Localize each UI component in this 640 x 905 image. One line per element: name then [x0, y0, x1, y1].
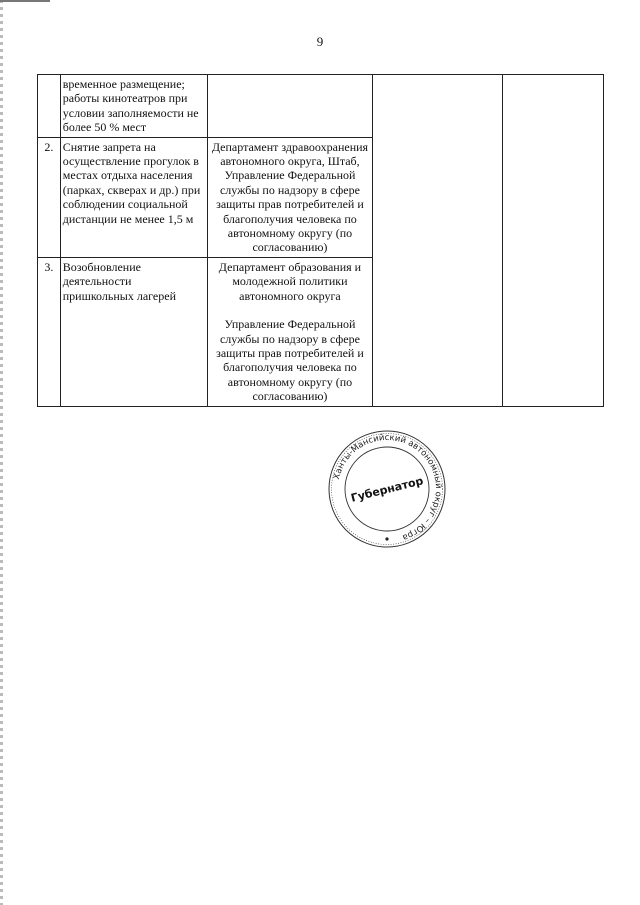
row-number: 3.: [38, 257, 61, 406]
responsible-cell: [207, 137, 373, 257]
responsible-cell: [207, 75, 373, 138]
table-row: [38, 75, 604, 138]
row-number: 2.: [38, 137, 61, 257]
seal-ring-text: Ханты-Мансийский автономный округ – Югра: [331, 432, 444, 543]
governor-seal-stamp: [318, 428, 456, 550]
row-number: [38, 75, 61, 138]
term-cell: [373, 75, 502, 407]
seal-dot: [385, 537, 388, 540]
measure-cell: Возобновление деятельности пришкольных лагерей: [60, 257, 207, 406]
scan-edge-top: [0, 0, 50, 2]
responsible-text: Управление Федеральной службы по надзору в сфере защиты прав потребителей и благополучия человека по автономному округу (по согласованию): [216, 317, 364, 404]
responsible-text: Департамент здравоохранения автономного округа, Штаб, Управление Федеральной службы по надзору в сфере защиты прав потребителей и благополучия человека по автономному округу (по согласованию): [211, 139, 369, 255]
paragraph-gap: [210, 303, 371, 317]
scan-edge-left: [0, 0, 3, 905]
responsible-cell: [207, 257, 373, 406]
measure-cell: Снятие запрета на осуществление прогулок в местах отдыха населения (парках, скверах и др.) при соблюдении социальной дистанции не менее 1,5 м: [60, 137, 207, 257]
measure-cell: временное размещение; работы кинотеатров при условии заполняемости не более 50 % мест: [60, 75, 207, 138]
responsible-text: Департамент образования и молодежной политики автономного округа: [218, 259, 362, 303]
seal-center-text: Губернатор: [349, 474, 425, 505]
note-cell: [502, 75, 603, 407]
page-number: 9: [316, 34, 324, 49]
measures-table: [37, 74, 604, 407]
